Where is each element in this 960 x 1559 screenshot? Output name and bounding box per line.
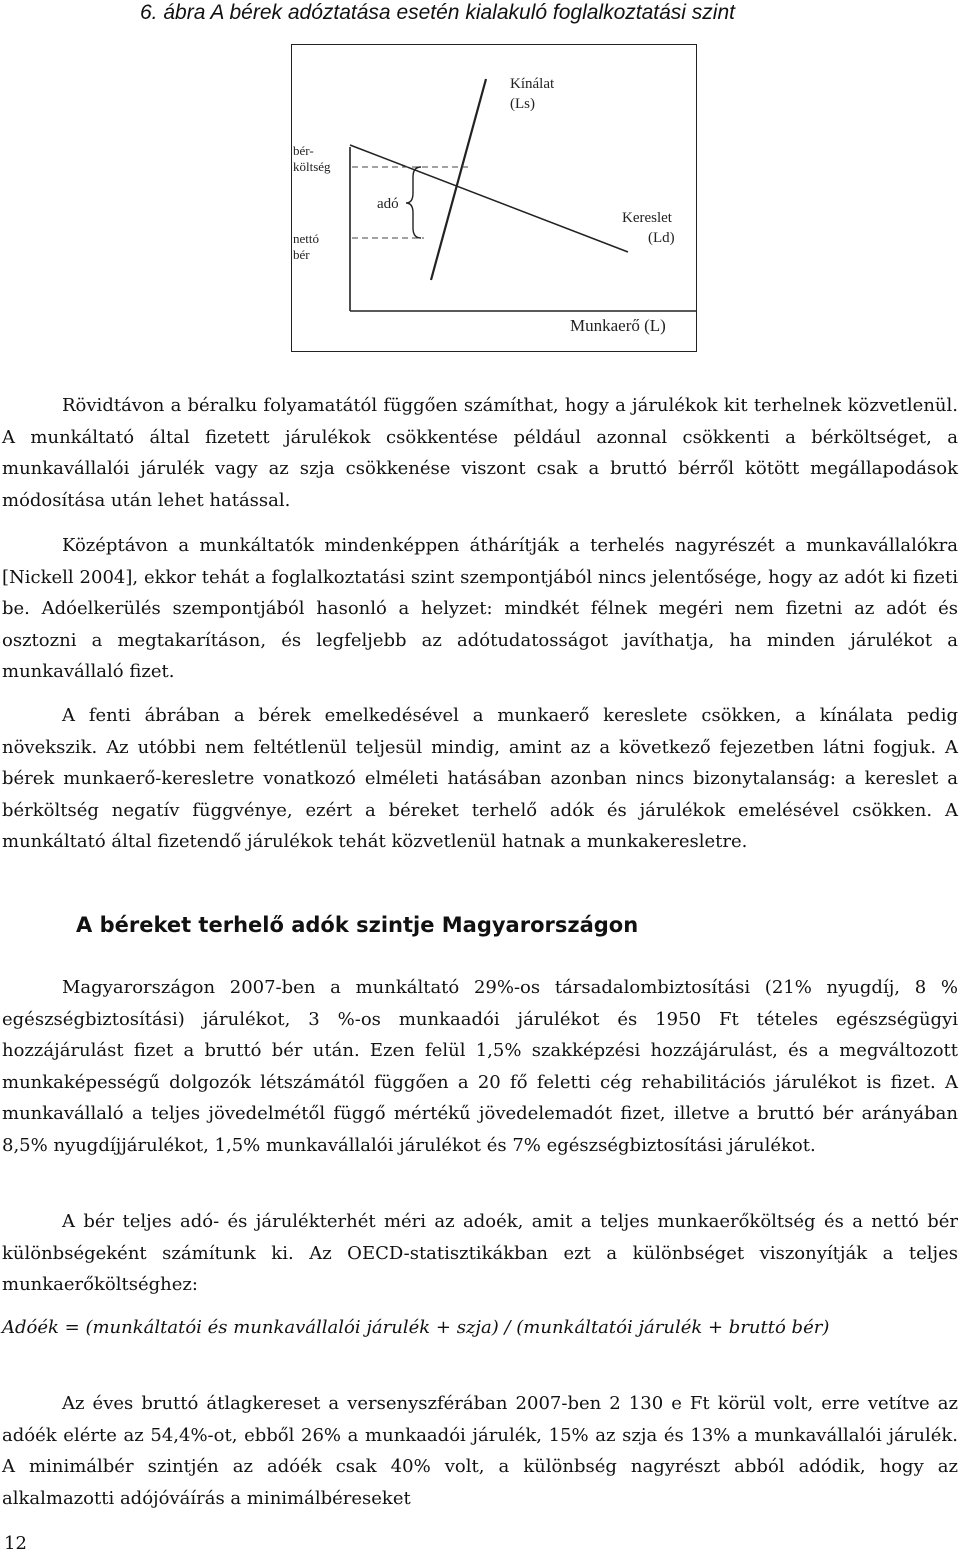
paragraph-2: Középtávon a munkáltatók mindenképpen áthárítják a terhelés nagyrészét a munkavállalókra [Nickell 2004], ekkor tehát a foglalkoztatási szint szempontjából nincs jelentősége, hogy az adót ki fizeti be. Adóelkerülés szempontjából hasonló a helyzet: mindkét félnek megéri nem fizetni az adót és osztozni a megtakarításon, és legfeljebb az adótudatosságot javíthatja, ha minden járulékot a munkavállaló fizet. <box>2 535 958 682</box>
wage-cost-label-line1: bér- <box>293 143 314 158</box>
demand-label-line1: Kereslet <box>622 210 672 226</box>
tax-label: adó <box>377 196 399 212</box>
paragraph-4: Magyarországon 2007-ben a munkáltató 29%-os társadalombiztosítási (21% nyugdíj, 8 % egészségbiztosítási) járulékot, 3 %-os munkaadói járulékot és 1950 Ft tételes egészségügyi hozzájárulást fizet a bruttó bér után. Ezen felül 1,5% szakképzési hozzájárulást, és a megváltozott munkaképességű dolgozók létszámától függően a 20 fő feletti cég rehabilitációs járulékot is fizet. A munkavállaló a teljes jövedelmétől függő mértékű jövedelemadót fizet, illetve a bruttó bér arányában 8,5% nyugdíjjárulékot, 1,5% munkavállalói járulékot és 7% egészségbiztosítási járulékot. <box>2 977 958 1156</box>
section-heading: A béreket terhelő adók szintje Magyarországon <box>76 913 639 937</box>
x-axis-label: Munkaerő (L) <box>570 316 666 335</box>
paragraph-1: Rövidtávon a béralku folyamatától függően számíthat, hogy a járulékok kit terhelnek közvetlenül. A munkáltató által fizetett járulékok csökkentése például azonnal csökkenti a bérköltséget, a munkavállalói járulék vagy az szja csökkenése viszont csak a bruttó bérről kötött megállapodások módosítása után lehet hatással. <box>2 395 958 511</box>
supply-label-line1: Kínálat <box>510 76 555 92</box>
tax-brace <box>406 167 421 238</box>
figure-diagram <box>292 45 698 353</box>
net-wage-label-line2: bér <box>293 247 310 262</box>
net-wage-label-line1: nettó <box>293 231 319 246</box>
figure-title: 6. ábra A bérek adóztatása esetén kialakuló foglalkoztatási szint <box>140 1 735 24</box>
figure-box <box>291 44 697 352</box>
paragraph-3: A fenti ábrában a bérek emelkedésével a munkaerő kereslete csökken, a kínálata pedig növekszik. Az utóbbi nem feltétlenül teljesül mindig, amint az a következő fejezetben látni fogjuk. A bérek munkaerő-keresletre vonatkozó elméleti hatásában azonban nincs bizonytalanság: a kereslet a bérköltség negatív függvénye, ezért a béreket terhelő adók és járulékok emelésével csökken. A munkáltató által fizetendő járulékok tehát közvetlenül hatnak a munkakeresletre. <box>2 705 958 852</box>
page-number: 12 <box>4 1533 27 1554</box>
paragraph-5: A bér teljes adó- és járulékterhét méri az adoék, amit a teljes munkaerőköltség és a nettó bér különbségeként számítunk ki. Az OECD-statisztikákban ezt a különbséget viszonyítják a teljes munkaerőköltséghez: <box>2 1211 958 1295</box>
supply-label-line2: (Ls) <box>510 96 535 112</box>
wage-cost-label-line2: költség <box>293 159 331 174</box>
paragraph-6: Az éves bruttó átlagkereset a versenyszférában 2007-ben 2 130 e Ft körül volt, erre vetítve az adóék elérte az 54,4%-ot, ebből 26% a munkaadói járulék, 15% az szja és 13% a munkavállalói járulék. A minimálbér szintjén az adóék csak 40% volt, a különbség nagyrészt abból adódik, hogy az alkalmazotti adójóváírás a minimálbéreseket <box>2 1393 958 1509</box>
adoek-formula: Adóék = (munkáltatói és munkavállalói járulék + szja) / (munkáltatói járulék + bruttó bér) <box>2 1317 830 1338</box>
demand-label-line2: (Ld) <box>648 230 675 246</box>
